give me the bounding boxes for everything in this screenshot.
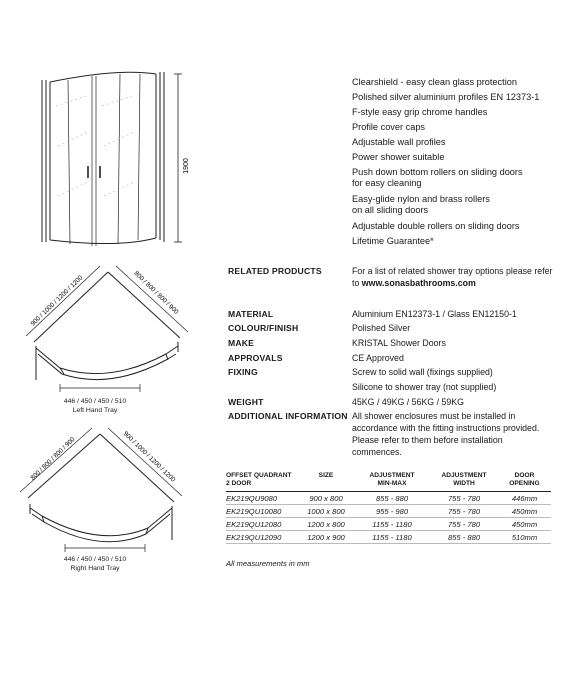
cell-width: 755 - 780 xyxy=(430,492,498,505)
cell-model: EK219QU12090 xyxy=(226,531,298,544)
colour-value: Polished Silver xyxy=(352,323,411,333)
table-header-row xyxy=(226,472,551,492)
cell-opening: 450mm xyxy=(498,518,551,531)
header-adjustment-width: ADJUSTMENT WIDTH xyxy=(430,472,498,492)
height-dimension: 1900 xyxy=(183,158,190,174)
cell-model: EK219QU10080 xyxy=(226,505,298,518)
right-hand-tray-plan xyxy=(10,422,185,572)
cell-width: 755 - 780 xyxy=(430,505,498,518)
feature-item: F-style easy grip chrome handles xyxy=(352,107,488,117)
make-value: KRISTAL Shower Doors xyxy=(352,338,446,348)
cell-size: 1200 x 800 xyxy=(298,518,354,531)
left-tray-door-dimension: 446 / 450 / 450 / 510 xyxy=(63,398,127,405)
fixing-value-2: Silicone to shower tray (not supplied) xyxy=(352,382,497,392)
cell-model: EK219QU12080 xyxy=(226,518,298,531)
feature-item: Easy-glide nylon and brass rollers xyxy=(352,194,490,204)
left-tray-width-dimension: 900 / 1000 / 1200 / 1200 xyxy=(29,274,85,328)
material-label: MATERIAL xyxy=(228,309,274,319)
cell-width: 855 - 880 xyxy=(430,531,498,544)
additional-info-line: commences. xyxy=(352,447,402,457)
approvals-label: APPROVALS xyxy=(228,353,283,363)
additional-info-line: All shower enclosures must be installed in xyxy=(352,411,516,421)
related-prefix: to xyxy=(352,278,362,288)
cell-adjustment: 1155 - 1180 xyxy=(354,531,430,544)
left-hand-tray-plan xyxy=(20,262,190,412)
feature-item: Polished silver aluminium profiles EN 12373-1 xyxy=(352,92,540,102)
header-size: SIZE xyxy=(298,472,354,492)
cell-opening: 510mm xyxy=(498,531,551,544)
make-label: MAKE xyxy=(228,338,255,348)
fixing-label: FIXING xyxy=(228,367,258,377)
cell-adjustment: 955 - 980 xyxy=(354,505,430,518)
cell-opening: 450mm xyxy=(498,505,551,518)
right-tray-depth-dimension: 800 / 800 / 800 / 900 xyxy=(29,436,77,482)
right-tray-caption: Right Hand Tray xyxy=(70,565,120,572)
right-tray-width-dimension: 900 / 1000 / 1200 / 1200 xyxy=(121,430,177,484)
fixing-value-1: Screw to solid wall (fixings supplied) xyxy=(352,367,493,377)
left-tray-depth-dimension: 800 / 800 / 800 / 900 xyxy=(132,270,180,316)
feature-item: Push down bottom rollers on sliding doors xyxy=(352,167,523,177)
feature-item: on all sliding doors xyxy=(352,205,429,215)
cell-width: 755 - 780 xyxy=(430,518,498,531)
weight-label: WEIGHT xyxy=(228,397,264,407)
feature-item: Clearshield - easy clean glass protection xyxy=(352,77,517,87)
weight-value: 45KG / 49KG / 56KG / 59KG xyxy=(352,397,464,407)
colour-label: COLOUR/FINISH xyxy=(228,323,299,333)
cell-model: EK219QU9080 xyxy=(226,492,298,505)
table-row xyxy=(226,531,551,544)
table-row xyxy=(226,518,551,531)
cell-adjustment: 1155 - 1180 xyxy=(354,518,430,531)
header-door-opening: DOOR OPENING xyxy=(498,472,551,492)
cell-size: 1000 x 800 xyxy=(298,505,354,518)
feature-item: Power shower suitable xyxy=(352,152,445,162)
feature-item: Adjustable wall profiles xyxy=(352,137,446,147)
cell-size: 900 x 800 xyxy=(298,492,354,505)
additional-info-label: ADDITIONAL INFORMATION xyxy=(228,411,348,421)
material-value: Aluminium EN12373-1 / Glass EN12150-1 xyxy=(352,309,517,319)
additional-info-line: Please refer to them before installation xyxy=(352,435,503,445)
right-tray-door-dimension: 446 / 450 / 450 / 510 xyxy=(63,556,127,563)
cell-opening: 446mm xyxy=(498,492,551,505)
feature-item: Profile cover caps xyxy=(352,122,426,132)
enclosure-elevation-drawing xyxy=(28,66,203,251)
additional-info-line: accordance with the fitting instructions provided. xyxy=(352,423,540,433)
table-row xyxy=(226,505,551,518)
related-products-text: For a list of related shower tray options please refer xyxy=(352,266,553,276)
cell-adjustment: 855 - 880 xyxy=(354,492,430,505)
table-row xyxy=(226,492,551,505)
feature-item: Lifetime Guarantee* xyxy=(352,236,434,246)
product-size-table xyxy=(226,472,551,544)
feature-item: Adjustable double rollers on sliding doors xyxy=(352,221,520,231)
related-products-link-line xyxy=(352,278,476,290)
website-link[interactable]: www.sonasbathrooms.com xyxy=(361,278,476,288)
approvals-value: CE Approved xyxy=(352,353,404,363)
header-model: OFFSET QUADRANT 2 DOOR xyxy=(226,472,298,492)
related-products-label: RELATED PRODUCTS xyxy=(228,266,322,276)
left-tray-caption: Left Hand Tray xyxy=(72,407,118,414)
measurements-note: All measurements in mm xyxy=(226,559,310,568)
feature-item: for easy cleaning xyxy=(352,178,422,188)
cell-size: 1200 x 900 xyxy=(298,531,354,544)
header-adjustment-min-max: ADJUSTMENT MIN-MAX xyxy=(354,472,430,492)
